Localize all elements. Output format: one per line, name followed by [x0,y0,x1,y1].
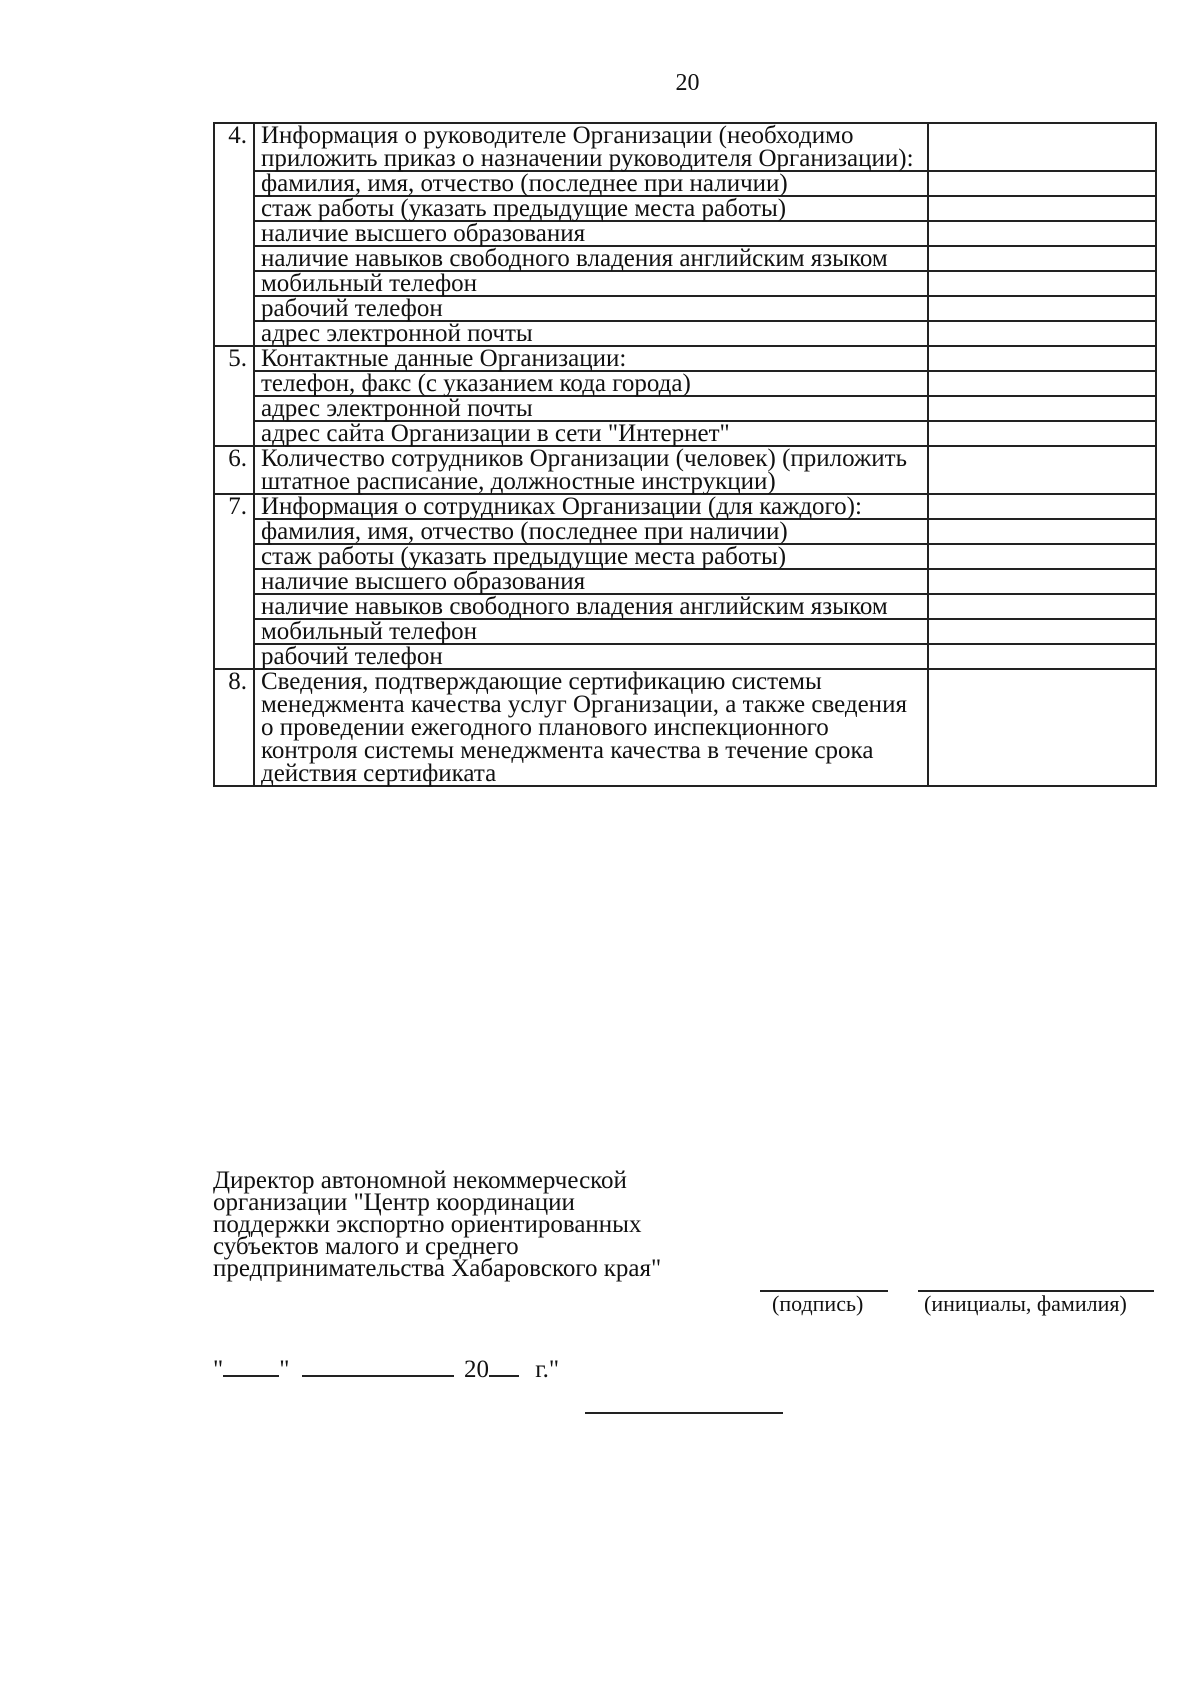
field-label: наличие навыков свободного владения английским языком [254,594,928,619]
table-row [214,644,1156,669]
table-row [214,246,1156,271]
field-label: мобильный телефон [254,271,928,296]
signature-caption: (подпись) [772,1291,864,1316]
field-label: наличие высшего образования [254,569,928,594]
info-table [213,122,1157,787]
value-cell[interactable] [928,544,1156,569]
table-row [214,519,1156,544]
table-row [214,494,1156,519]
value-cell[interactable] [928,619,1156,644]
value-cell[interactable] [928,519,1156,544]
field-label: адрес электронной почты [254,321,928,346]
date-close-quote: " [279,1356,290,1383]
table-row [214,196,1156,221]
signatory-position [213,1167,662,1282]
field-label: адрес сайта Организации в сети "Интернет" [254,421,928,446]
table-row [214,669,1156,786]
field-label: наличие высшего образования [254,221,928,246]
table-row [214,346,1156,371]
field-label: мобильный телефон [254,619,928,644]
field-label: наличие навыков свободного владения английским языком [254,246,928,271]
signatory-line: организации "Центр координации [213,1189,575,1216]
value-cell[interactable] [928,446,1156,494]
date-suffix: г." [535,1356,560,1383]
table-row [214,619,1156,644]
section-title: Информация о руководителе Организации (необходимо приложить приказ о назначении руководителя Организации): [254,123,928,171]
value-cell[interactable] [928,569,1156,594]
signatory-line: поддержки экспортно ориентированных [213,1211,642,1238]
name-caption: (инициалы, фамилия) [924,1291,1127,1316]
table-row [214,446,1156,494]
value-cell[interactable] [928,346,1156,371]
section-number: 4. [214,123,254,346]
table-row [214,221,1156,246]
field-label: стаж работы (указать предыдущие места работы) [254,196,928,221]
value-cell[interactable] [928,494,1156,519]
page-number: 20 [675,70,700,96]
value-cell[interactable] [928,271,1156,296]
value-cell[interactable] [928,221,1156,246]
value-cell[interactable] [928,246,1156,271]
section-number: 6. [214,446,254,494]
signatory-line: предпринимательства Хабаровского края" [213,1255,662,1282]
table-row [214,569,1156,594]
value-cell[interactable] [928,669,1156,786]
table-row [214,271,1156,296]
date-line [213,1353,559,1384]
table-row [214,321,1156,346]
signatory-line: субъектов малого и среднего [213,1233,519,1260]
signatory-line: Директор автономной некоммерческой [213,1167,627,1194]
value-cell[interactable] [928,371,1156,396]
value-cell[interactable] [928,296,1156,321]
table-row [214,123,1156,171]
year-blank [489,1353,519,1377]
value-cell[interactable] [928,171,1156,196]
section-number: 8. [214,669,254,786]
field-label: адрес электронной почты [254,396,928,421]
field-label: рабочий телефон [254,296,928,321]
field-label: фамилия, имя, отчество (последнее при наличии) [254,519,928,544]
value-cell[interactable] [928,421,1156,446]
value-cell[interactable] [928,396,1156,421]
table-row [214,371,1156,396]
table-row [214,421,1156,446]
table-row [214,296,1156,321]
year-prefix: 20 [463,1356,489,1383]
table-row [214,594,1156,619]
date-open-quote: " [213,1356,224,1383]
table-row [214,396,1156,421]
value-cell[interactable] [928,123,1156,171]
section-number: 5. [214,346,254,446]
value-cell[interactable] [928,644,1156,669]
field-label: фамилия, имя, отчество (последнее при наличии) [254,171,928,196]
field-label: телефон, факс (с указанием кода города) [254,371,928,396]
section-title: Сведения, подтверждающие сертификацию системы менеджмента качества услуг Организации, а также сведения о проведении ежегодного планового инспекционного контроля системы менеджмента качества в течение срока действия сертификата [254,669,928,786]
section-title: Количество сотрудников Организации (человек) (приложить штатное расписание, должностные инструкции) [254,446,928,494]
table-row [214,171,1156,196]
field-label: стаж работы (указать предыдущие места работы) [254,544,928,569]
value-cell[interactable] [928,594,1156,619]
value-cell[interactable] [928,321,1156,346]
table-row [214,544,1156,569]
section-number: 7. [214,494,254,669]
field-label: рабочий телефон [254,644,928,669]
section-title: Контактные данные Организации: [254,346,928,371]
day-blank [223,1353,279,1377]
section-title: Информация о сотрудниках Организации (для каждого): [254,494,928,519]
month-blank [302,1353,454,1377]
value-cell[interactable] [928,196,1156,221]
closing-line [585,1412,783,1414]
